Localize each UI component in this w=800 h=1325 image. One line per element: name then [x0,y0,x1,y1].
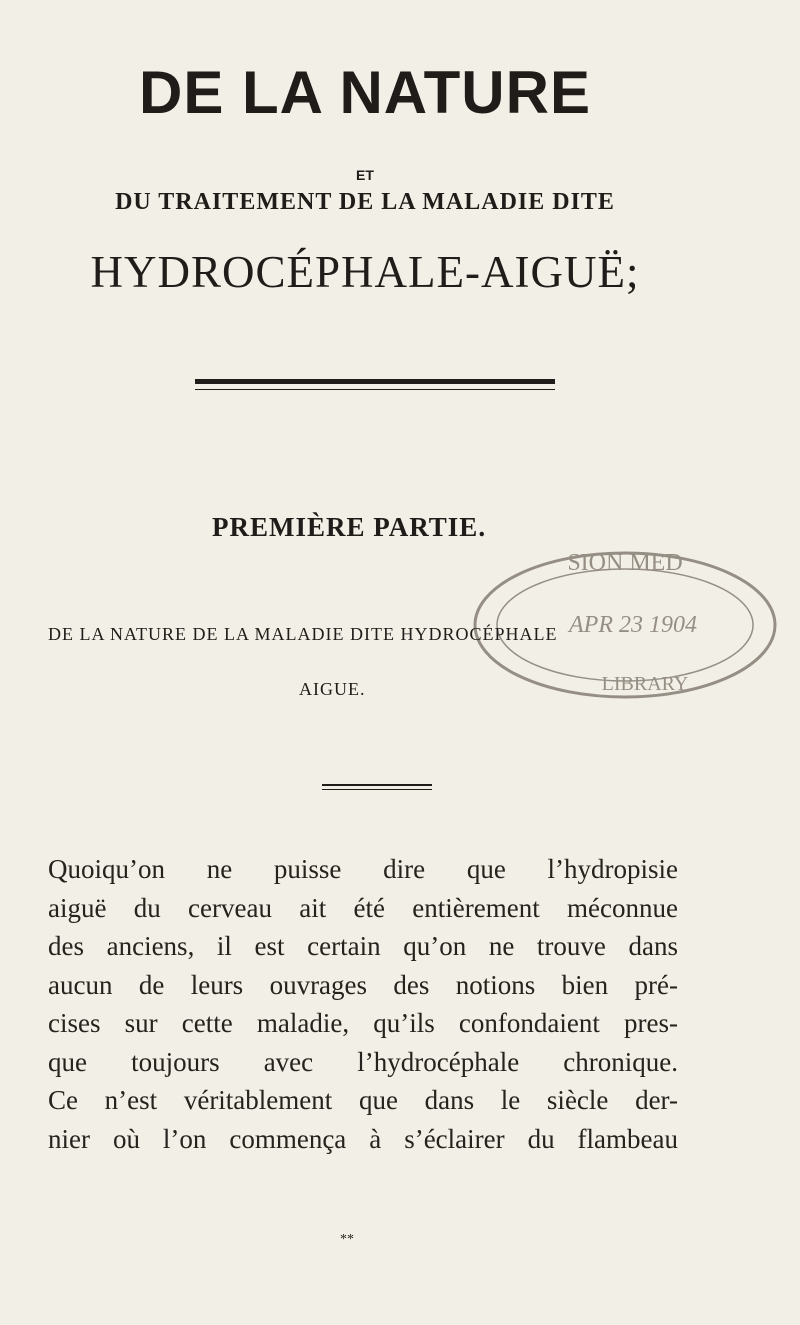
title-main: DE LA NATURE [139,59,591,126]
title-disease: HYDROCÉPHALE-AIGUË; [90,247,640,297]
double-rule-thin [195,389,555,390]
section-divider [322,784,432,786]
body-line: nier où l’on commença à s’éclairer du flambeau [48,1123,678,1154]
stamp-date: APR 23 1904 [569,612,697,638]
title-subtitle: DU TRAITEMENT DE LA MALADIE DITE [115,189,615,215]
body-paragraph [48,850,678,1158]
body-line: que toujours avec l’hydrocéphale chronique. [48,1046,678,1077]
stamp-bottom-text: LIBRARY [601,673,689,695]
section-title-line-2: AIGUE. [299,679,366,699]
body-line: Quoiqu’on ne puisse dire que l’hydropisie [48,854,678,884]
part-heading: PREMIÈRE PARTIE. [212,512,487,542]
section-divider-thin [322,789,432,790]
body-line: cises sur cette maladie, qu’ils confondaient pres- [48,1008,678,1038]
double-rule-heavy [195,379,555,384]
signature-mark: ** [340,1232,354,1247]
body-line: aiguë du cerveau ait été entièrement méconnue [48,892,678,923]
body-line: des anciens, il est certain qu’on ne trouve dans [48,931,678,961]
section-title-line-1: DE LA NATURE DE LA MALADIE DITE HYDROCÉPHALE [48,624,558,644]
body-line: Ce n’est véritablement que dans le siècle der- [48,1085,678,1115]
stamp-top-text: SION MED [567,550,683,576]
title-conjunction: ET [356,167,374,183]
body-line: aucun de leurs ouvrages des notions bien pré- [48,969,678,1000]
